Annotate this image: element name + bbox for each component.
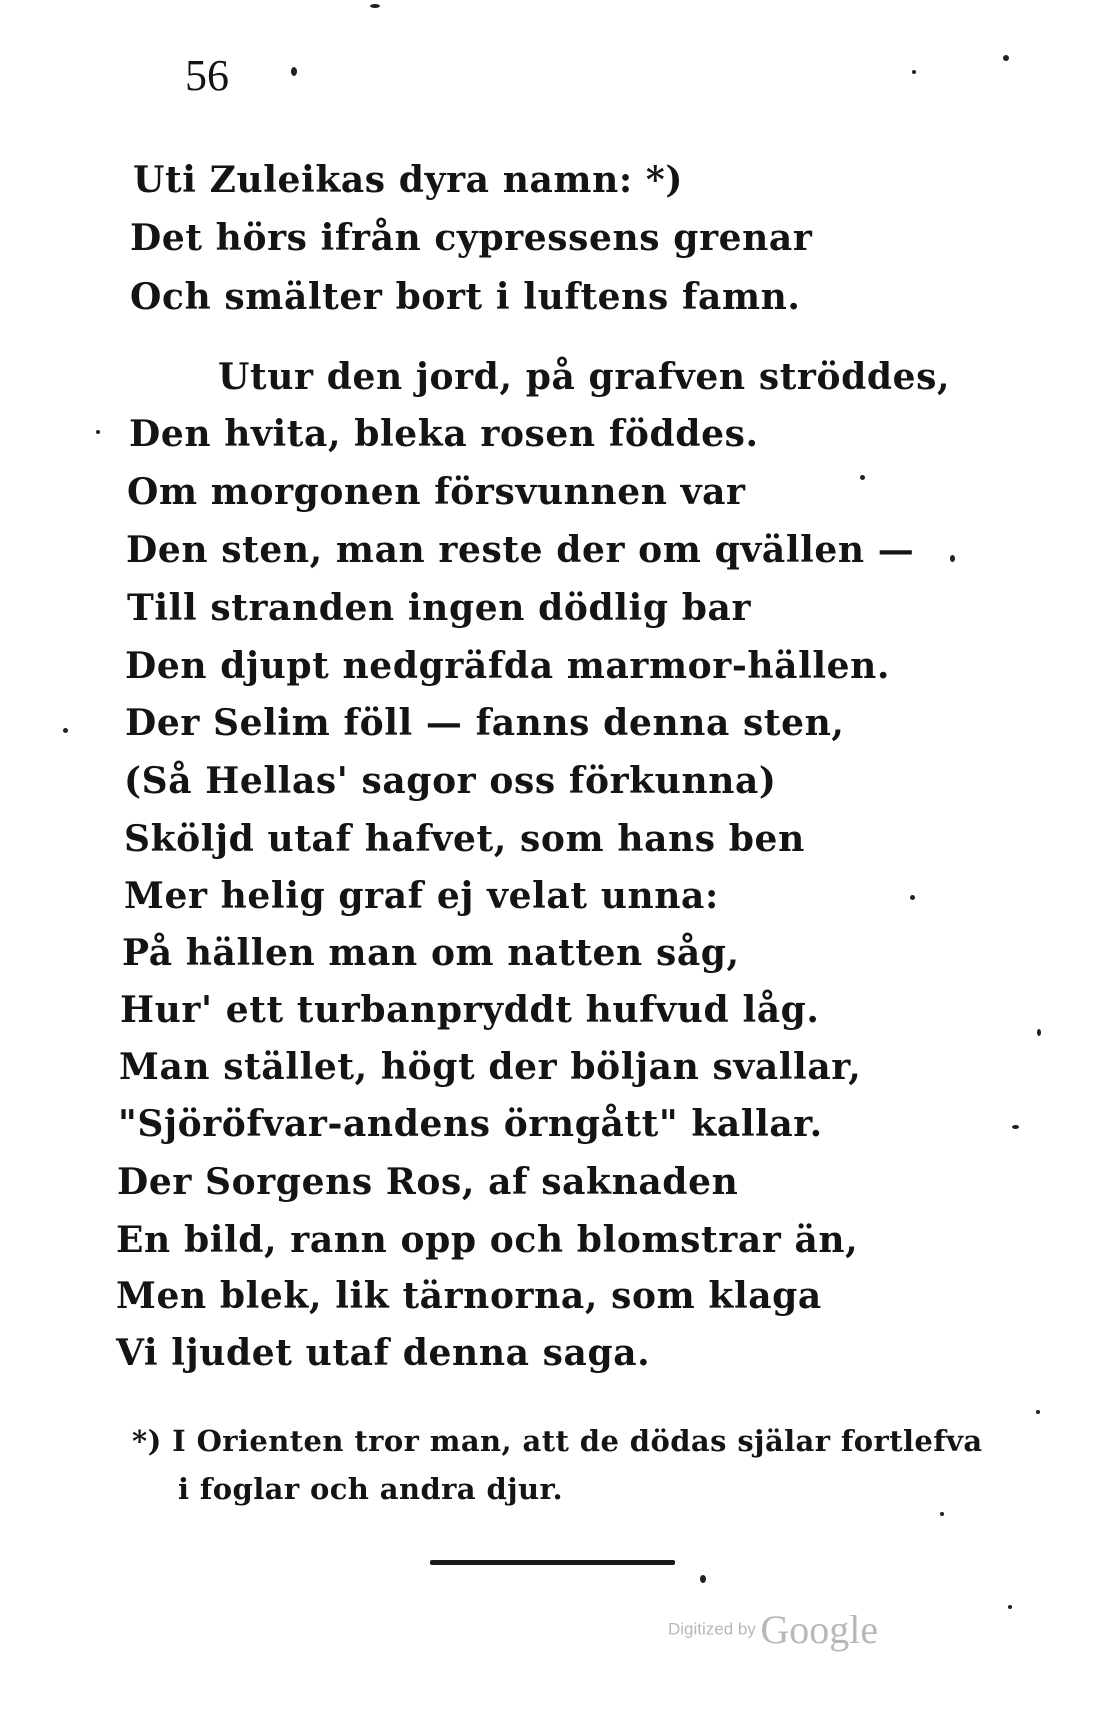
poem-line: Der Sorgens Ros, af saknaden <box>117 1161 739 1203</box>
scan-speck <box>1036 1410 1040 1414</box>
footnote-line: i foglar och andra djur. <box>178 1472 564 1506</box>
poem-line: "Sjöröfvar-andens örngått" kallar. <box>118 1103 823 1145</box>
watermark <box>668 1606 878 1653</box>
poem-line: Och smälter bort i luftens famn. <box>130 276 801 318</box>
scan-speck <box>370 4 380 8</box>
scan-speck <box>950 555 955 562</box>
page-number: 56 <box>185 51 229 100</box>
poem-line: Men blek, lik tärnorna, som klaga <box>116 1275 822 1317</box>
scan-speck <box>910 895 915 900</box>
poem-line: Mer helig graf ej velat unna: <box>124 875 719 917</box>
poem-line: På hällen man om natten såg, <box>122 932 740 974</box>
scan-speck <box>291 67 297 76</box>
poem-line: Hur' ett turbanpryddt hufvud låg. <box>120 989 820 1031</box>
scan-speck <box>1037 1029 1041 1036</box>
poem-line: Vi ljudet utaf denna saga. <box>116 1332 651 1374</box>
poem-line: Der Selim föll — fanns denna sten, <box>125 702 845 744</box>
poem-line: Man stället, högt der böljan svallar, <box>119 1046 862 1088</box>
poem-line: Om morgonen försvunnen var <box>127 471 746 513</box>
watermark-brand: Google <box>760 1607 879 1652</box>
scan-speck <box>700 1575 706 1583</box>
scan-speck <box>1008 1605 1012 1609</box>
poem-line: Den sten, man reste der om qvällen — <box>126 529 915 571</box>
watermark-prefix: Digitized by <box>668 1619 756 1639</box>
footnote-line: *) I Orienten tror man, att de dödas själar fortlefva <box>132 1424 983 1458</box>
scan-speck <box>1012 1125 1019 1129</box>
poem-line: Sköljd utaf hafvet, som hans ben <box>124 818 805 860</box>
scan-speck <box>860 475 865 480</box>
poem-line: Uti Zuleikas dyra namn: *) <box>133 159 683 201</box>
poem-line: (Så Hellas' sagor oss förkunna) <box>124 760 777 802</box>
poem-line-indented: Utur den jord, på grafven ströddes, <box>218 356 951 398</box>
poem-line: Den djupt nedgräfda marmor-hällen. <box>125 645 891 687</box>
scan-speck <box>940 1512 944 1516</box>
poem-line: Till stranden ingen dödlig bar <box>127 587 752 629</box>
scan-speck <box>96 430 100 434</box>
scan-speck <box>63 728 68 733</box>
scan-speck <box>1003 55 1009 61</box>
ornamental-rule <box>430 1560 675 1565</box>
scan-speck <box>912 70 916 74</box>
poem-line: En bild, rann opp och blomstrar än, <box>116 1219 859 1261</box>
poem-line: Det hörs ifrån cypressens grenar <box>130 217 813 259</box>
poem-line: Den hvita, bleka rosen föddes. <box>129 413 759 455</box>
